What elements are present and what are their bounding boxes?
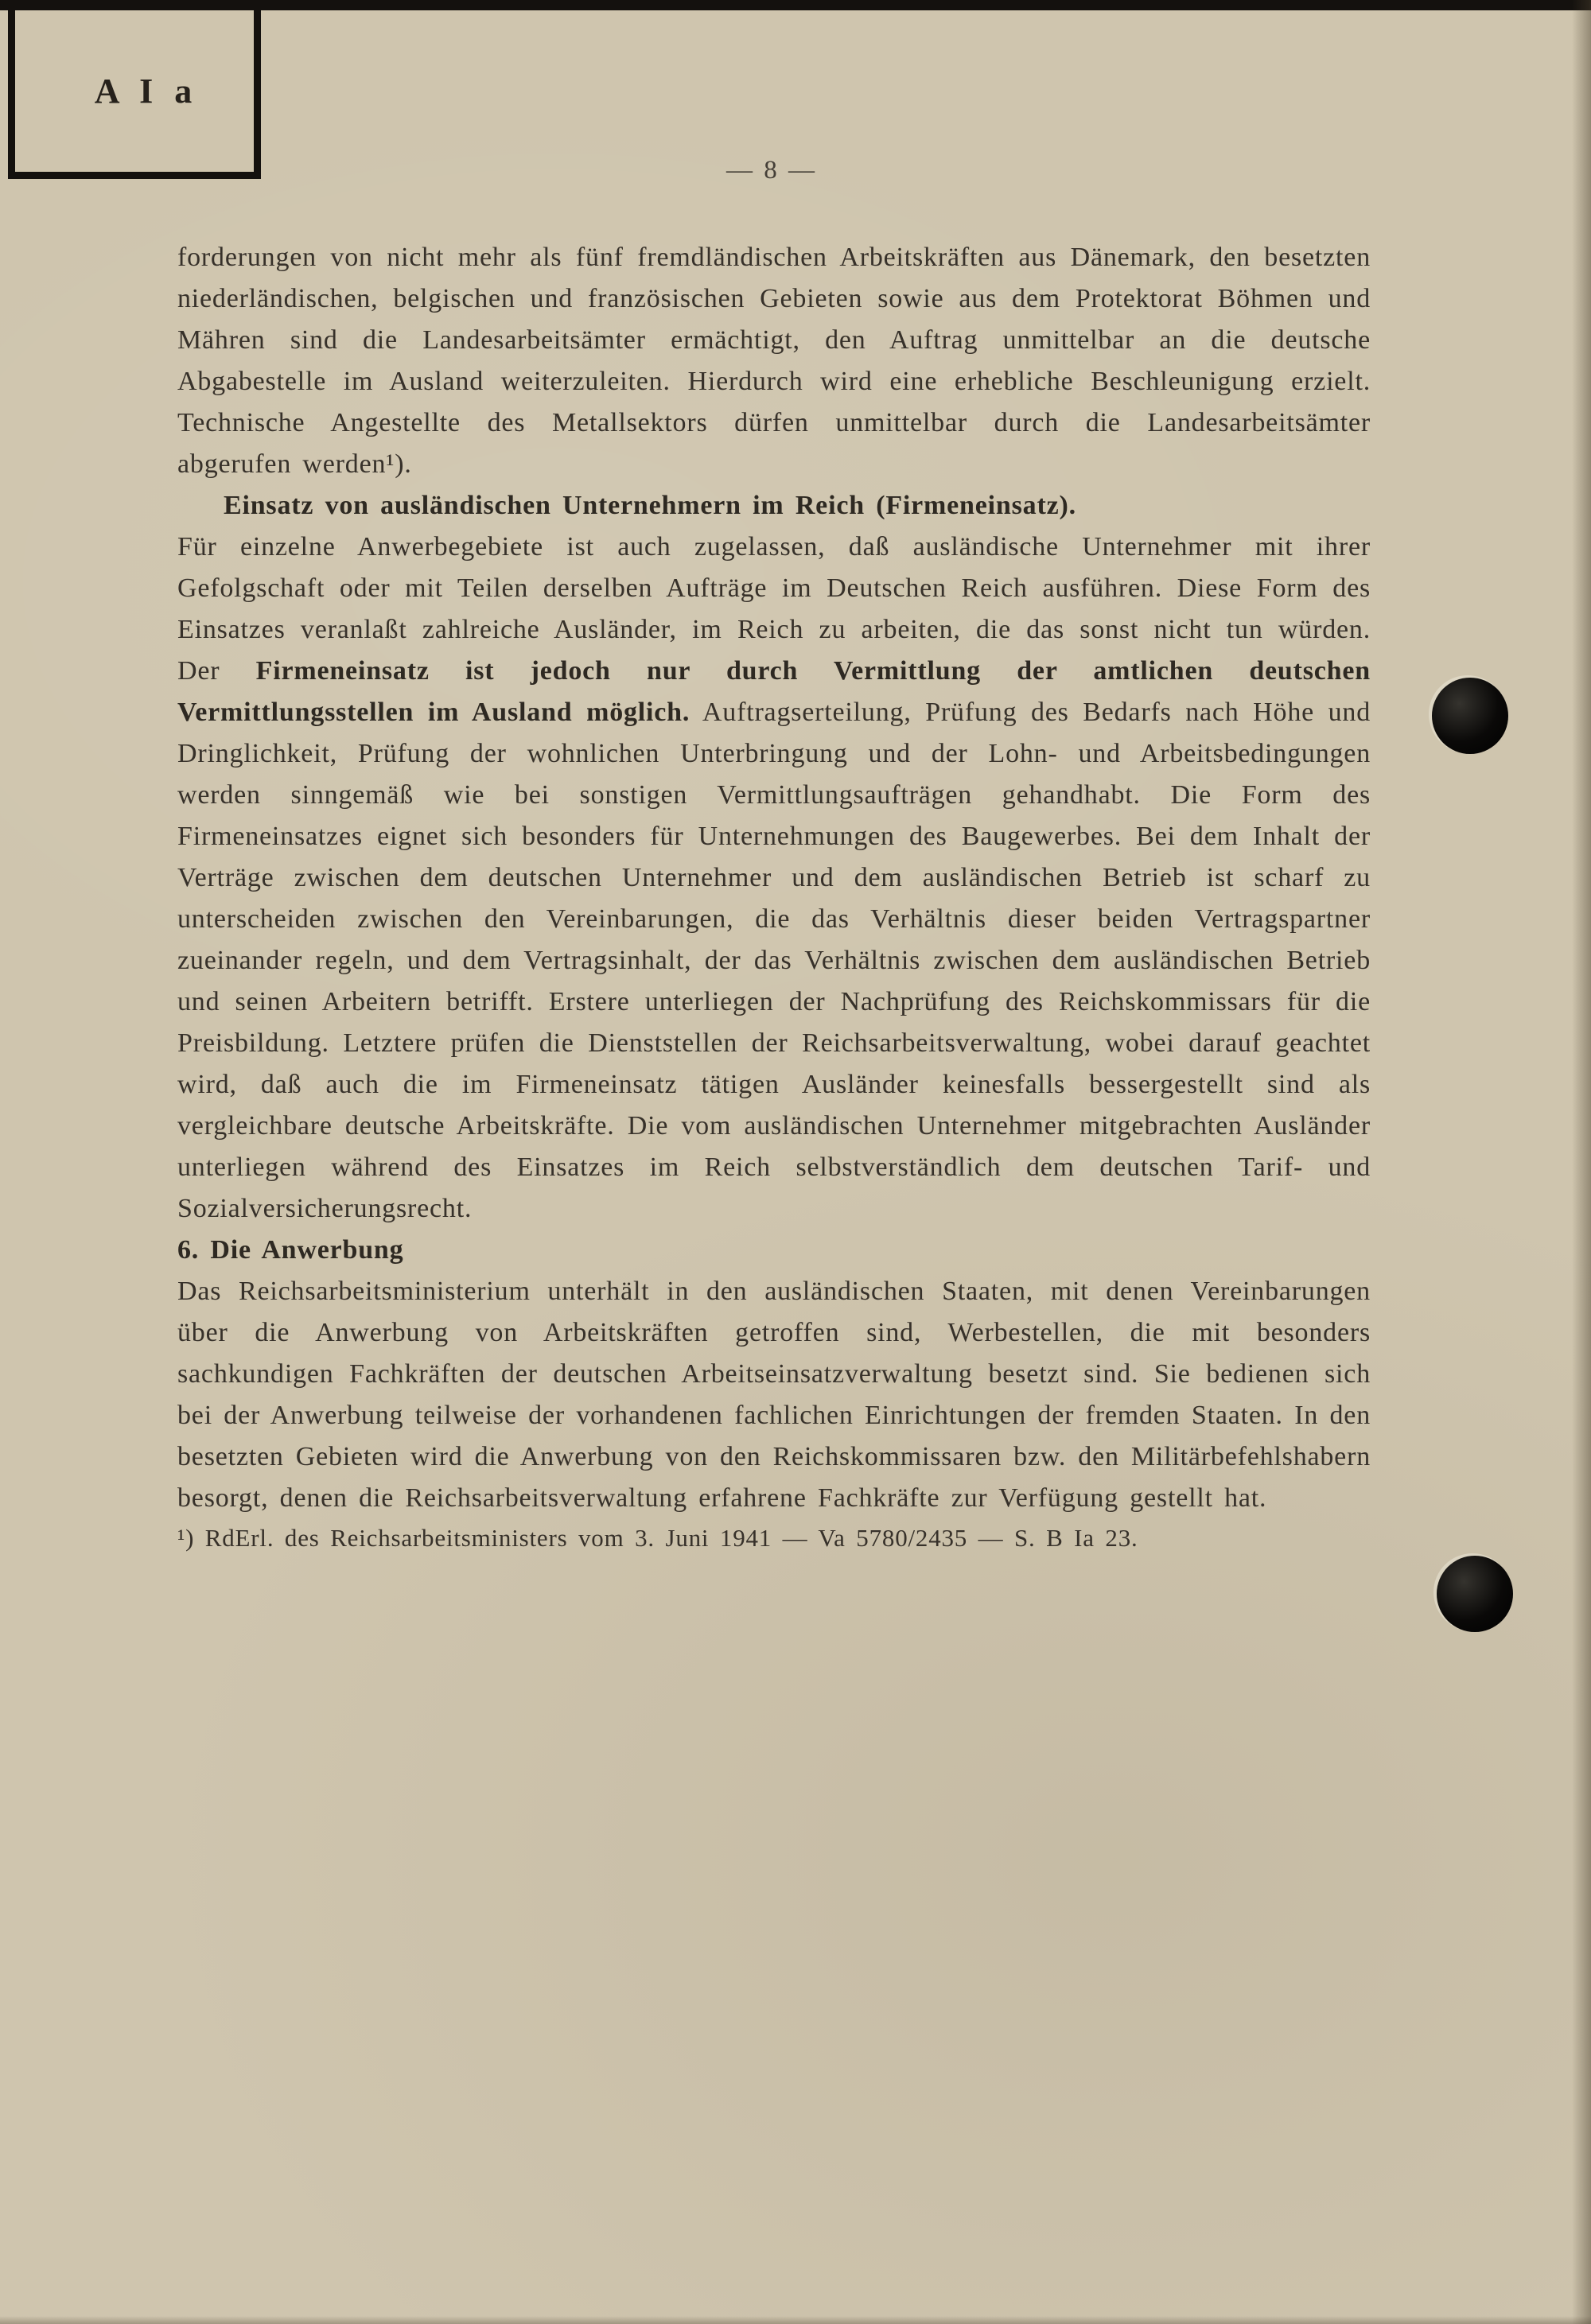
punch-hole-top bbox=[1432, 678, 1508, 754]
paragraph-anwerbung: Das Reichsarbeitsministerium unterhält in den ausländischen Staaten, mit denen Vereinbarungen über die Anwerbung von Arbeitskräften getroffen sind, Werbestellen, die mit besonders sachkundigen Fachkräften der deutschen Arbeitseinsatzverwaltung besetzt sind. Sie bedienen sich bei der Anwerbung teilweise der vorhandenen fachlichen Einrichtungen der fremden Staaten. In den besetzten Gebieten wird die Anwerbung von den Reichskommissaren bzw. den Militärbefehlshabern besorgt, denen die Reichsarbeitsverwaltung erfahrene Fachkräfte zur Verfügung gestellt hat. bbox=[177, 1277, 1371, 1513]
paragraph-continuation: forderungen von nicht mehr als fünf fremdländischen Arbeitskräften aus Dänemark, den besetzten niederländischen, belgischen und französischen Gebieten sowie aus dem Protektorat Böhmen und Mähren sind die Landesarbeitsämter ermächtigt, den Auftrag unmittelbar an die deutsche Abgabestelle im Ausland weiterzuleiten. Hierdurch wird eine erhebliche Beschleunigung erzielt. Technische Angestellte des Metallsektors dürfen unmittelbar durch die Landesarbeitsämter abgerufen werden¹). bbox=[177, 243, 1371, 479]
classification-box bbox=[8, 0, 261, 179]
classification-label: A I a bbox=[94, 72, 199, 111]
page-number: — 8 — bbox=[726, 156, 817, 185]
section-heading-anwerbung: 6. Die Anwerbung bbox=[177, 1235, 404, 1265]
section-heading-firmeneinsatz: Einsatz von ausländischen Unternehmern im Reich (Firmeneinsatz). bbox=[224, 491, 1076, 520]
footnote: ¹) RdErl. des Reichsarbeitsministers vom 3. Juni 1941 — Va 5780/2435 — S. B Ia 23. bbox=[177, 1524, 1138, 1552]
punch-hole-bottom bbox=[1437, 1556, 1513, 1632]
paragraph-firmeneinsatz-emphasis: Firmeneinsatz ist jedoch nur durch Vermittlung der amtlichen deutschen Vermittlungsstellen im Ausland möglich. bbox=[177, 656, 1371, 727]
paragraph-firmeneinsatz bbox=[177, 527, 1371, 1230]
page-right-edge-shadow bbox=[1572, 0, 1591, 2324]
text-column bbox=[177, 237, 1371, 1557]
paragraph-firmeneinsatz-rest: Auftragserteilung, Prüfung des Bedarfs nach Höhe und Dringlichkeit, Prüfung der wohnlichen Unterbringung und der Lohn- und Arbeitsbedingungen werden sinngemäß wie bei sonstigen Vermittlungsaufträgen gehandhabt. Die Form des Firmeneinsatzes eignet sich besonders für Unternehmungen des Baugewerbes. Bei dem Inhalt der Verträge zwischen dem deutschen Unternehmer und dem ausländischen Betrieb ist scharf zu unterscheiden zwischen den Vereinbarungen, die das Verhältnis dieser beiden Vertragspartner zueinander regeln, und dem Vertragsinhalt, der das Verhältnis zwischen dem ausländischen Betrieb und seinen Arbeitern betrifft. Erstere unterliegen der Nachprüfung des Reichskommissars für die Preisbildung. Letztere prüfen die Dienststellen der Reichsarbeitsverwaltung, wobei darauf geachtet wird, daß auch die im Firmeneinsatz tätigen Ausländer keinesfalls bessergestellt sind als vergleichbare deutsche Arbeitskräfte. Die vom ausländischen Unternehmer mitgebrachten Ausländer unterliegen während des Einsatzes im Reich selbstverständlich dem deutschen Tarif- und Sozialversicherungsrecht. bbox=[177, 698, 1371, 1223]
paragraph-firmeneinsatz-lead: Für einzelne Anwerbegebiete ist auch zugelassen, daß ausländische Unternehmer mit ihrer Gefolgschaft oder mit Teilen derselben Aufträge im Deutschen Reich ausführen. Diese Form des Einsatzes veranlaßt zahlreiche Ausländer, im Reich zu arbeiten, die das sonst nicht tun würden. Der bbox=[177, 532, 1371, 686]
page-bottom-edge-shadow bbox=[0, 2316, 1591, 2324]
